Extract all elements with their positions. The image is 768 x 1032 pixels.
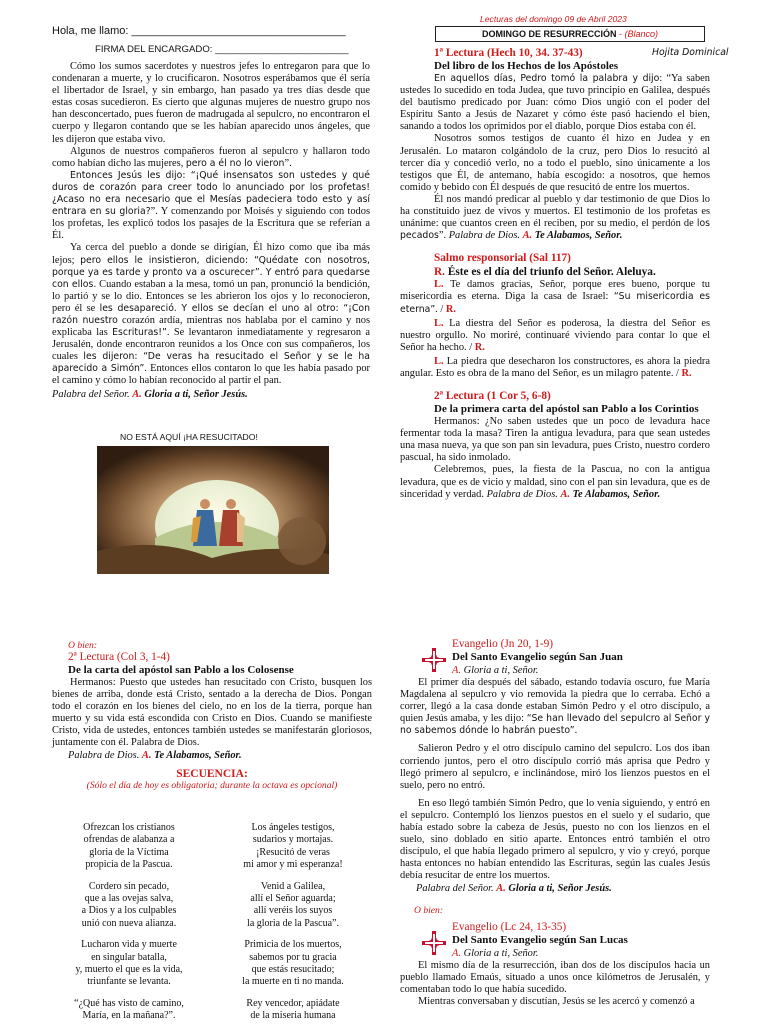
verse-line: allí veréis los suyos [253, 905, 333, 917]
stanza [216, 939, 370, 989]
verse-line: Rey vencedor, apiádate [246, 997, 340, 1009]
cross-icon [422, 931, 446, 955]
reading2-heading: 2ª Lectura (1 Cor 5, 6-8) [434, 390, 551, 403]
response-line: Palabra del Señor. A. Gloria a ti, Señor Jesús. [52, 388, 248, 400]
reading2-title: De la primera carta del apóstol san Pablo a los Corintios [434, 403, 699, 416]
paragraph: En aquellos días, Pedro tomó la palabra y dijo: “Ya saben ustedes lo sucedido en toda Judea, que tuvo principio en Galilea, después del bautismo predicado por Juan: cómo Dios ungió con el poder del Espíritu Santo a Jesús de Nazaret y cómo éste pasó haciendo el bien, sanando a todos los oprimidos por el diablo, porque Dios estaba con él. [400, 73, 710, 133]
verse-line: que a las ovejas salva, [84, 893, 174, 905]
verse-line: gloria de la Víctima [89, 846, 169, 858]
verse-line: la muerte en ti no manda. [242, 976, 344, 988]
response-line: Palabra de Dios. A. Te Alabamos, Señor. [68, 749, 242, 761]
stanza [52, 822, 206, 872]
verse-line: que estás resucitado; [251, 964, 335, 976]
verse-line: ofrendas de alabanza a [83, 834, 175, 846]
reading1-title: Del libro de los Hechos de los Apóstoles [434, 60, 619, 72]
col-title: De la carta del apóstol san Pablo a los Colosense [68, 664, 294, 676]
signature-line[interactable]: FIRMA DEL ENCARGADO: _________________________ [95, 44, 349, 55]
paragraph: Ya cerca del pueblo a donde se dirigían, Él hizo como que iba más lejos; pero ellos le insistieron, diciendo: “Quédate con nosotros, porque ya es tarde y pronto va a oscurecer”. Y entró para quedarse con ellos. Cuando estaban a la mesa, tomó un pan, pronunció la bendición, lo partió y se lo dio. Entonces se les abrieron los ojos y lo reconocieron, pero él se les desapareció. Y ellos se decían el uno al otro: “¡Con razón nuestro corazón ardía, mientras nos hablaba por el camino y nos explicaba las Escrituras!”. Se levantaron inmediatamente y regresaron a Jerusalén, donde encontraron reunidos a los Once con sus compañeros, los cuales les dijeron: “De veras ha resucitado el Señor y se le ha aparecido a Simón”. Entonces ellos contaron lo que les había pasado por el camino y cómo lo habían reconocido al partir el pan. [52, 242, 371, 387]
verse-line: a Dios y a los culpables [81, 905, 177, 917]
gospel1-heading: Evangelio (Jn 20, 1-9) [452, 638, 554, 650]
verse-line: mi amor y mi esperanza! [243, 859, 343, 871]
sequence-right [216, 822, 370, 1032]
verse-line: ¡Resucitó de veras [256, 846, 330, 858]
paragraph: Nosotros somos testigos de cuanto él hizo en Judea y en Jerusalén. Lo mataron colgándolo de la cruz, pero Dios lo resucitó al tercer día y concedió verlo, no a todo el pueblo, sino únicamente a los testigos que Él, de antemano, había escogido: a nosotros, que hemos comido y bebido con Él después de que resucitó de entre los muertos. [400, 133, 710, 193]
verse-line: de la miseria humana [250, 1010, 336, 1022]
verse-line: Primicia de los muertos, [244, 939, 342, 951]
stanza [216, 822, 370, 872]
paragraph: Cómo los sumos sacerdotes y nuestros jefes lo entregaron para que lo condenaran a muerte, y lo crucificaron. Nosotros esperábamos que él sería el libertador de Israel, y sin embargo, han pasado ya tres días desde que estas cosas sucedieron. Es cierto que algunas mujeres de nuestro grupo nos han desconcertado, pues fueron de madrugada al sepulcro, no encontraron el cuerpo y llegaron contando que se les habían aparecido unos ángeles, que les dijeron que estaba vivo. [52, 61, 370, 145]
stanza [216, 998, 370, 1023]
paragraph: En eso llegó también Simón Pedro, que lo venía siguiendo, y entró en el sepulcro. Contempló los lienzos puestos en el suelo y el sudario, que había estado sobre la cabeza de Jesús, puesto no con los lienzos en el suelo, sino doblado en sitio aparte. Entonces entró también el otro discípulo, el que había llegado primero al sepulcro, y vio y creyó, porque hasta entonces no habían entendido las Escrituras, según las cuales Jesús debía resucitar de entre los muertos. [400, 797, 710, 882]
paragraph: L. Te damos gracias, Señor, porque eres bueno, porque tu misericordia es eterna. Diga la casa de Israel: “Su misericordia es eterna”. / R. [400, 279, 711, 315]
col-heading: 2ª Lectura (Col 3, 1-4) [68, 651, 170, 663]
stanza [52, 998, 206, 1023]
date-line: Lecturas del domingo 09 de Abril 2023 [480, 14, 627, 24]
readings-column [400, 47, 710, 501]
liturgical-color: (Blanco) [624, 29, 659, 39]
reading1-heading: 1ª Lectura (Hech 10, 34. 37-43) [434, 47, 583, 59]
gospel2-title: Del Santo Evangelio según San Lucas [452, 933, 628, 946]
empty-tomb-illustration [97, 446, 329, 574]
verse-line: la gloria de la Pascua”. [247, 917, 339, 929]
paragraph: Mientras conversaban y discutían, Jesús se les acercó y comenzó a [418, 995, 695, 1007]
verse-line: sudarios y mortajas. [252, 834, 334, 846]
paragraph: El mismo día de la resurrección, iban dos de los discípulos hacia un pueblo llamado Emaús, situado a unos once kilómetros de Jerusalén, y comentaban todo lo que había sucedido. [400, 959, 710, 995]
title-box [435, 26, 705, 42]
title-separator: - [616, 29, 625, 39]
verse-line: Cordero sin pecado, [88, 880, 170, 892]
gospel-continuation [52, 61, 370, 401]
paragraph: Él nos mandó predicar al pueblo y dar testimonio de que Dios lo ha constituido juez de vivos y muertos. El testimonio de los profetas es unánime: que cuantos creen en él reciben, por su medio, el perdón de los pecados”. Palabra de Dios. A. Te Alabamos, Señor. [400, 193, 710, 242]
gospel1-title: Del Santo Evangelio según San Juan [452, 651, 623, 663]
sequence-heading: SECUENCIA: [176, 767, 248, 780]
image-caption: NO ESTÁ AQUÍ ¡HA RESUCITADO! [120, 432, 258, 442]
verse-line: triunfante se levanta. [87, 976, 171, 988]
gospel2-heading: Evangelio (Lc 24, 13-35) [452, 920, 567, 933]
paragraph: Salieron Pedro y el otro discípulo camino del sepulcro. Los dos iban corriendo juntos, pero el otro discípulo corrió más aprisa que Pedro y llegó primero al sepulcro, e inclinándose, miró los lienzos puestos en el suelo, pero no entró. [400, 743, 710, 791]
paragraph: L. La diestra del Señor es poderosa, la diestra del Señor es nuestro orgullo. No moriré, continuaré viviendo para contar lo que el Señor ha hecho. / R. [400, 317, 710, 353]
psalm-heading: Salmo responsorial (Sal 117) [434, 252, 571, 265]
paragraph: El primer día después del sábado, estando todavía oscuro, fue María Magdalena al sepulcro y vio removida la piedra que lo cerraba. Echó a correr, llegó a la casa donde estaban Simón Pedro y el otro discípulo, a quien Jesús amaba, y les dijo: “Se han llevado del sepulcro al Señor y no sabemos dónde lo habrán puesto”. [400, 677, 710, 737]
or-label: O bien: [414, 904, 444, 916]
response-line: Palabra del Señor. A. Gloria a ti, Señor Jesús. [416, 882, 612, 894]
acclamation: A. Gloria a ti, Señor. [452, 947, 539, 959]
verse-line: Lucharon vida y muerte [81, 939, 177, 951]
sequence-left [52, 822, 206, 1032]
stanza [52, 939, 206, 989]
paragraph: L. La piedra que desecharon los constructores, es ahora la piedra angular. Esto es obra de la mano del Señor, es un milagro patente. / R. [400, 355, 710, 379]
page-title: DOMINGO DE RESURRECCIÓN [481, 29, 617, 39]
verse-line: “¿Qué has visto de camino, [74, 997, 184, 1009]
psalm-response: R. Éste es el día del triunfo del Señor. Aleluya. [434, 266, 656, 279]
verse-line: Venid a Galilea, [260, 880, 326, 892]
verse-line: Los ángeles testigos, [251, 822, 335, 833]
verse-line: propicia de la Pascua. [85, 859, 173, 871]
stanza [52, 881, 206, 931]
paragraph: Hermanos: Puesto que ustedes han resucitado con Cristo, busquen los bienes de arriba, donde está Cristo, sentado a la derecha de Dios. Pongan todo el corazón en los bienes del cielo, no en los de la tierra, porque han muerto y su vida está escondida con Cristo en Dios. Cuando se manifieste Cristo, vida de ustedes, entonces también ustedes se manifestarán gloriosos, juntamente con él. Palabra de Dios. [52, 677, 372, 749]
verse-line: y, muerto el que es la vida, [75, 964, 183, 976]
or-label: O bien: [68, 640, 98, 651]
verse-line: Ofrezcan los cristianos [83, 822, 175, 833]
name-line[interactable]: Hola, me llamo: ___________________________________ [52, 25, 346, 37]
verse-line: María, en la mañana?”. [82, 1010, 176, 1022]
paragraph: Hermanos: ¿No saben ustedes que un poco de levadura hace fermentar toda la masa? Tiren la antigua levadura, para que sean ustedes una masa nueva, ya que son pan sin levadura, pues Cristo, nuestro cordero pascual, ha sido inmolado. [400, 416, 710, 464]
verse-line: unió con nueva alianza. [81, 917, 177, 929]
verse-line: allí el Señor aguarda; [250, 893, 336, 905]
hojita-label: Hojita Dominical [652, 47, 729, 58]
paragraph: Celebremos, pues, la fiesta de la Pascua, no con la antigua levadura, que es de vicio y maldad, sino con el pan sin levadura, que es de sinceridad y verdad. Palabra de Dios. A. Te Alabamos, Señor. [400, 464, 710, 500]
verse-line: en singular batalla, [91, 951, 167, 963]
sequence-note: (Sólo el día de hoy es obligatoria; durante la octava es opcional) [86, 779, 338, 791]
cross-icon [422, 648, 446, 672]
second-reading-alt [52, 640, 372, 791]
verse-line: sabemos por tu gracia [249, 951, 337, 963]
stanza [216, 881, 370, 931]
paragraph: Algunos de nuestros compañeros fueron al sepulcro y hallaron todo como habían dicho las mujeres, pero a él no lo vieron”. [52, 145, 370, 169]
acclamation: A. Gloria a ti, Señor. [452, 665, 539, 676]
paragraph: Entonces Jesús les dijo: “¡Qué insensatos son ustedes y qué duros de corazón para creer todo lo anunciado por los profetas! ¿Acaso no era necesario que el Mesías padeciera todo esto y así entrara en su gloria?”. Y comenzando por Moisés y siguiendo con todos los profetas, les explicó todos los pasajes de la Escritura que se referían a Él. [52, 169, 370, 242]
gospel-column [400, 638, 710, 1008]
